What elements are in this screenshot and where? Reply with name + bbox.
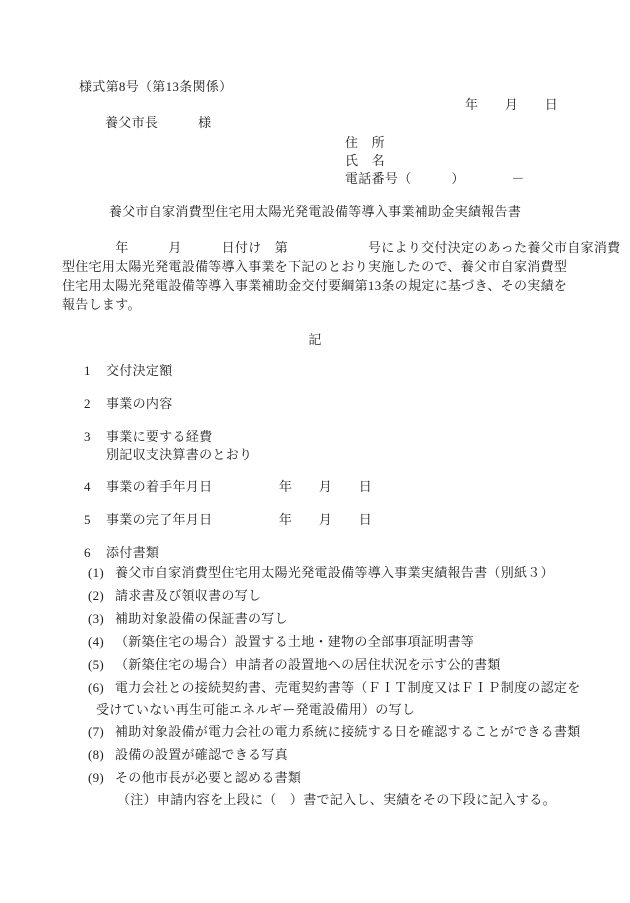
list-item-text: 事業の内容 [106,396,173,411]
header-date-line: 年 月 日 [465,97,559,112]
attachment-item-8 [88,747,288,762]
attachment-item-number: (8) [88,747,105,762]
body-paragraph-line: 年 月 日付け 第 号により交付決定のあった養父市自家消費 [62,240,621,255]
attachment-item-6-continuation: 受けていない再生可能エネルギー発電設備用）の写し [96,702,416,717]
attachment-item-number: (9) [88,770,105,785]
list-item-number: 2 [84,396,91,411]
attachment-item-text: その他市長が必要と認める書類 [115,770,302,785]
attachment-item-number: (7) [88,724,105,739]
list-item-number: 5 [84,512,91,527]
list-item-text: 事業の完了年月日 年 月 日 [106,512,373,527]
sender-phone-label: 電話番号（ ） － [345,171,525,186]
list-item-text: 添付書類 [106,545,160,560]
attachment-item-7 [88,724,581,739]
attachment-item-text: 養父市自家消費型住宅用太陽光発電設備等導入事業実績報告書（別紙３） [115,565,554,580]
attachment-item-text: （新築住宅の場合）設置する土地・建物の全部事項証明書等 [115,634,475,649]
attachment-item-number: (3) [88,611,105,626]
list-item-text: 事業に要する経費 [106,429,213,444]
list-item-text: 交付決定額 [106,363,173,378]
attachment-item-number: (2) [88,588,105,603]
attachment-item-text: 補助対象設備の保証書の写し [115,611,288,626]
attachment-item-text: 電力会社との接続契約書、売電契約書等（ＦＩＴ制度又はＦＩＰ制度の認定を [115,680,581,695]
body-paragraph-line: 型住宅用太陽光発電設備等導入事業を下記のとおり実施したので、養父市自家消費型 [62,259,568,274]
body-paragraph-line: 住宅用太陽光発電設備等導入事業補助金交付要綱第13条の規定に基づき、その実績を [62,278,568,293]
body-paragraph-line: 報告します。 [62,297,141,312]
list-item-4 [84,479,372,494]
attachment-item-text: （新築住宅の場合）申請者の設置地への居住状況を示す公的書類 [115,657,501,672]
attachment-item-text: 補助対象設備が電力会社の電力系統に接続する日を確認することができる書類 [115,724,581,739]
attachment-item-2 [88,588,261,603]
list-item-3 [84,429,212,444]
list-item-number: 6 [84,545,91,560]
attachment-item-5 [88,657,501,672]
attachment-item-text: 請求書及び領収書の写し [115,588,262,603]
attachment-item-number: (6) [88,680,105,695]
list-item-text: 事業の着手年月日 年 月 日 [106,479,373,494]
addressee: 養父市長 様 [105,115,212,130]
attachment-item-number: (5) [88,657,105,672]
attachment-item-6 [88,680,581,695]
attachment-item-1 [88,565,554,580]
list-item-number: 1 [84,363,91,378]
list-item-number: 3 [84,429,91,444]
attachment-item-number: (4) [88,634,105,649]
list-item-6 [84,545,159,560]
sender-address-label: 住 所 [345,135,385,150]
attachment-item-number: (1) [88,565,105,580]
list-item-5 [84,512,372,527]
attachment-item-3 [88,611,288,626]
attachment-item-9 [88,770,301,785]
list-item-2 [84,396,173,411]
attachment-item-4 [88,634,474,649]
list-item-3-subtext: 別記収支決算書のとおり [106,447,253,462]
attachment-item-text: 設備の設置が確認できる写真 [115,747,288,762]
list-item-1 [84,363,173,378]
ki-heading: 記 [308,332,322,347]
form-number: 様式第8号（第13条関係） [79,79,233,94]
sender-name-label: 氏 名 [345,153,385,168]
list-item-number: 4 [84,479,91,494]
document-title: 養父市自家消費型住宅用太陽光発電設備等導入事業補助金実績報告書 [108,204,522,219]
note-line: （注）申請内容を上段に（ ）書で記入し、実績をその下段に記入する。 [117,792,556,807]
